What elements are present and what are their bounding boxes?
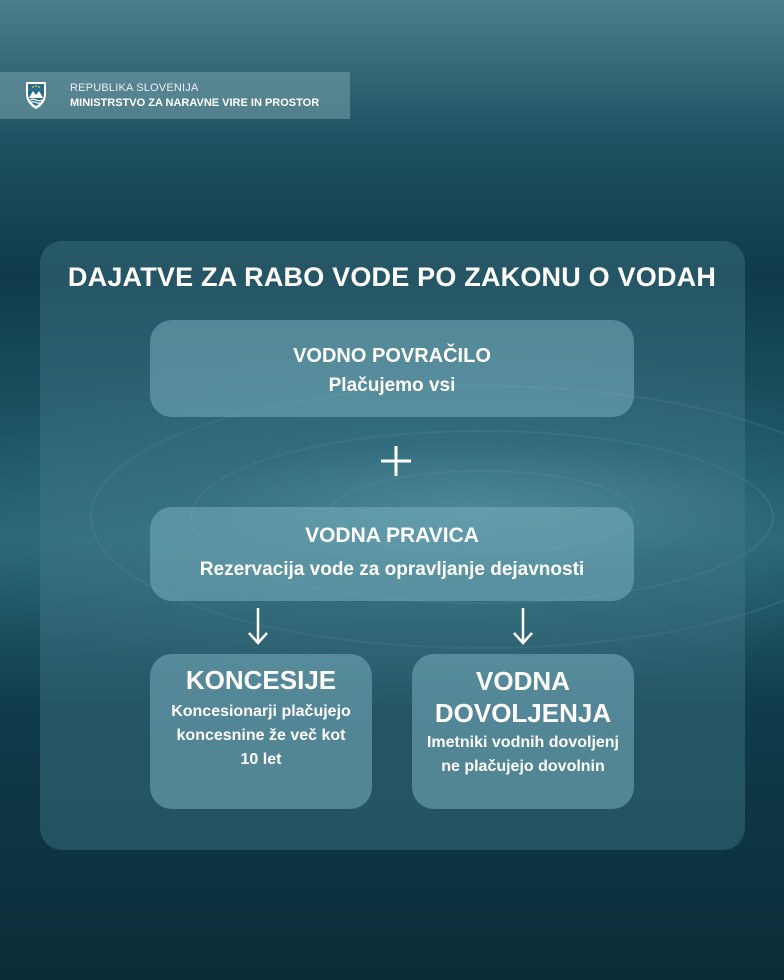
box-text: Koncesionarji plačujejo koncesnine že več kot 10 let: [171, 703, 351, 768]
box-vodna-dovoljenja: [412, 654, 634, 809]
box-text: Rezervacija vode za opravljanje dejavnosti: [199, 559, 585, 580]
box-heading: VODNO POVRAČILO: [293, 345, 491, 367]
diagram-title: DAJATVE ZA RABO VODE PO ZAKONU O VODAH: [67, 262, 717, 292]
box-heading: VODNA PRAVICA: [305, 524, 479, 547]
box-text: Imetniki vodnih dovoljenj ne plačujejo dovolnin: [426, 734, 619, 775]
header-text: [70, 81, 319, 111]
arrow-down-icon: [246, 606, 270, 646]
header-line1: REPUBLIKA SLOVENIJA: [70, 82, 199, 94]
box-koncesije: [150, 654, 372, 809]
coat-of-arms-icon: [24, 80, 48, 110]
box-vodno-povracilo: [150, 320, 634, 417]
plus-icon: [377, 438, 415, 482]
box-heading: KONCESIJE: [185, 665, 337, 695]
arrow-down-icon: [511, 606, 535, 646]
header-line2: MINISTRSTVO ZA NARAVNE VIRE IN PROSTOR: [70, 97, 320, 109]
box-text: Plačujemo vsi: [328, 375, 456, 396]
box-heading: VODNA DOVOLJENJA: [434, 666, 612, 728]
ministry-header: [0, 72, 350, 119]
box-vodna-pravica: [150, 507, 634, 601]
